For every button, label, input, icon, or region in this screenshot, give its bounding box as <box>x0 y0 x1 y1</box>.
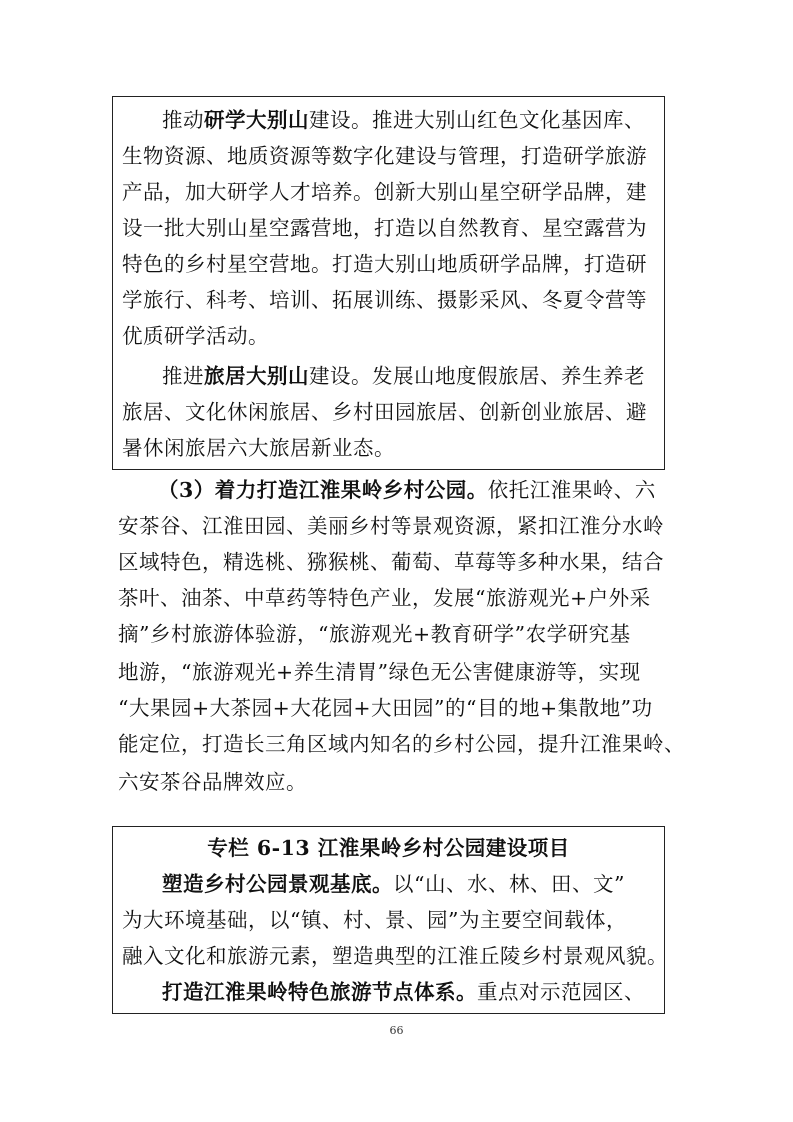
box2-p2-line1: 打造江淮果岭特色旅游节点体系。重点对示范园区、 <box>162 980 645 1004</box>
highlight-sojourn-dabie: 旅居大别山 <box>204 364 309 388</box>
box2-title: 专栏 6-13 江淮果岭乡村公园建设项目 <box>207 836 570 860</box>
section-3-line7: “大果园+大茶园+大花园+大田园”的“目的地+集散地”功 <box>118 696 653 720</box>
section-3-line8: 能定位，打造长三角区域内知名的乡村公园，提升江淮果岭、 <box>118 732 685 756</box>
section-heading: （3）着力打造江淮果岭乡村公园。 <box>158 478 488 502</box>
section-3-line1: （3）着力打造江淮果岭乡村公园。依托江淮果岭、六 <box>158 478 656 502</box>
box1-p1-line5: 特色的乡村星空营地。打造大别山地质研学品牌，打造研 <box>122 252 647 276</box>
box1-p1-line1: 推动研学大别山建设。推进大别山红色文化基因库、 <box>162 108 645 132</box>
section-3-line6: 地游，“旅游观光+养生清胃”绿色无公害健康游等，实现 <box>118 660 641 684</box>
section-3-line2: 安茶谷、江淮田园、美丽乡村等景观资源，紧扣江淮分水岭 <box>118 514 664 538</box>
section-3-line9: 六安茶谷品牌效应。 <box>118 770 307 794</box>
highlight-landscape-base: 塑造乡村公园景观基底。 <box>162 872 393 896</box>
box2-p1-line3: 融入文化和旅游元素，塑造典型的江淮丘陵乡村景观风貌。 <box>122 944 668 968</box>
box1-p1-line6: 学旅行、科考、培训、拓展训练、摄影采风、冬夏令营等 <box>122 288 647 312</box>
box2-p1-line2: 为大环境基础，以“镇、村、景、园”为主要空间载体， <box>122 908 627 932</box>
box1-p1-line4: 设一批大别山星空露营地，打造以自然教育、星空露营为 <box>122 216 647 240</box>
page-number: 66 <box>389 1024 404 1037</box>
box2-p1-line1: 塑造乡村公园景观基底。以“山、水、林、田、文” <box>162 872 625 896</box>
box1-p1-line7: 优质研学活动。 <box>122 324 269 348</box>
section-3-line4: 茶叶、油茶、中草药等特色产业，发展“旅游观光+户外采 <box>118 586 651 610</box>
box1-p2-line2: 旅居、文化休闲旅居、乡村田园旅居、创新创业旅居、避 <box>122 400 647 424</box>
section-3-line5: 摘”乡村旅游体验游，“旅游观光+教育研学”农学研究基 <box>118 622 631 646</box>
highlight-node-system: 打造江淮果岭特色旅游节点体系。 <box>162 980 477 1004</box>
box1-p2-line3: 暑休闲旅居六大旅居新业态。 <box>122 436 395 460</box>
section-3-line3: 区域特色，精选桃、猕猴桃、葡萄、草莓等多种水果，结合 <box>118 550 664 574</box>
box1-p2-line1: 推进旅居大别山建设。发展山地度假旅居、养生养老 <box>162 364 645 388</box>
box1-p1-line3: 产品，加大研学人才培养。创新大别山星空研学品牌，建 <box>122 180 647 204</box>
highlight-study-dabie: 研学大别山 <box>204 108 309 132</box>
box1-p1-line2: 生物资源、地质资源等数字化建设与管理，打造研学旅游 <box>122 144 647 168</box>
